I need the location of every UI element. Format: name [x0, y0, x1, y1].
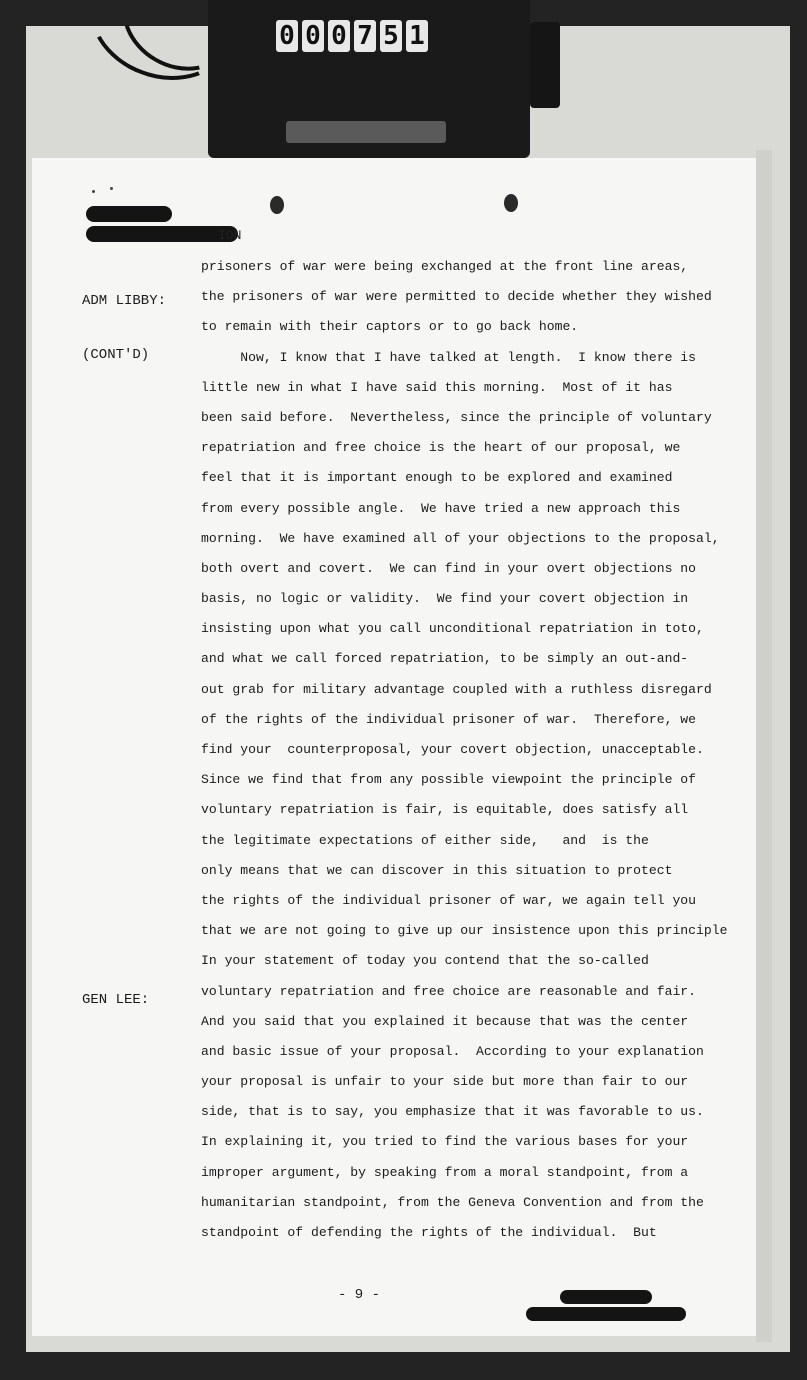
transcript-line: prisoners of war were being exchanged at the front line areas,	[201, 259, 689, 274]
speaker-name: ADM LIBBY:	[82, 293, 167, 309]
transcript-line: been said before. Nevertheless, since the principle of voluntary	[201, 409, 712, 425]
footer-redaction	[560, 1290, 652, 1304]
transcript-line: that we are not going to give up our insistence upon this principle	[201, 923, 728, 939]
transcript-line: In your statement of today you contend that the so-called	[201, 953, 649, 969]
transcript-line: basis, no logic or validity. We find your covert objection in	[201, 591, 689, 607]
transcript-line: And you said that you explained it because that was the center	[201, 1013, 689, 1029]
transcript-line: improper argument, by speaking from a moral standpoint, from a	[201, 1164, 689, 1180]
transcript-line: the prisoners of war were permitted to decide whether they wished	[201, 289, 712, 305]
transcript-line: out grab for military advantage coupled with a ruthless disregard	[201, 681, 712, 697]
transcript-line: insisting upon what you call unconditional repatriation in toto,	[201, 621, 704, 637]
counter-digit: 1	[406, 20, 428, 52]
punch-hole	[270, 196, 284, 214]
transcript-line: and basic issue of your proposal. According to your explanation	[201, 1043, 704, 1059]
speaker-label	[82, 955, 149, 1027]
page-number: - 9 -	[338, 1287, 381, 1303]
header-redaction	[86, 226, 238, 242]
punch-hole	[504, 194, 518, 212]
header-redaction	[86, 206, 172, 222]
speaker-label	[82, 256, 166, 382]
paper-speck	[110, 187, 113, 190]
transcript-line: side, that is to say, you emphasize that it was favorable to us.	[201, 1104, 704, 1120]
transcript-body	[201, 257, 728, 1253]
counter-digit: 0	[328, 20, 350, 52]
transcript-line: In explaining it, you tried to find the various bases for your	[201, 1134, 689, 1150]
transcript-line: voluntary repatriation and free choice are reasonable and fair.	[201, 983, 697, 999]
counter-digit: 0	[276, 20, 298, 52]
transcript-line: from every possible angle. We have tried a new approach this	[201, 500, 681, 516]
transcript-line: the legitimate expectations of either side, and is the	[201, 832, 649, 848]
paper-edge-shadow	[756, 150, 772, 1342]
counter-knob	[530, 22, 560, 108]
counter-digit: 5	[380, 20, 402, 52]
transcript-line: only means that we can discover in this situation to protect	[201, 862, 673, 878]
transcript-line: feel that it is important enough to be explored and examined	[201, 470, 673, 486]
transcript-line: standpoint of defending the rights of the individual. But	[201, 1225, 657, 1240]
transcript-line: humanitarian standpoint, from the Geneva Convention and from the	[201, 1194, 704, 1210]
counter-plate	[286, 121, 446, 143]
transcript-line: of the rights of the individual prisoner of war. Therefore, we	[201, 711, 697, 727]
transcript-line: Now, I know that I have talked at length. I know there is	[201, 349, 697, 365]
transcript-line: little new in what I have said this morning. Most of it has	[201, 379, 673, 395]
transcript-line: find your counterproposal, your covert objection, unacceptable.	[201, 742, 704, 757]
classification-header-tail: ION	[218, 228, 242, 243]
transcript-line: the rights of the individual prisoner of war, we again tell you	[201, 892, 697, 908]
transcript-line: both overt and covert. We can find in your overt objections no	[201, 560, 697, 576]
transcript-line: to remain with their captors or to go back home.	[201, 319, 579, 335]
transcript-line: your proposal is unfair to your side but more than fair to our	[201, 1074, 689, 1090]
counter-digit: 7	[354, 20, 376, 52]
transcript-line: morning. We have examined all of your objections to the proposal,	[201, 530, 720, 546]
footer-redaction	[526, 1307, 686, 1321]
transcript-line: Since we find that from any possible viewpoint the principle of	[201, 772, 697, 788]
transcript-line: voluntary repatriation is fair, is equitable, does satisfy all	[201, 802, 689, 818]
frame-counter	[276, 20, 428, 52]
speaker-note: (CONT'D)	[82, 347, 150, 363]
speaker-name: GEN LEE:	[82, 992, 150, 1008]
paper-speck	[92, 190, 95, 193]
transcript-line: and what we call forced repatriation, to be simply an out-and-	[201, 651, 689, 667]
counter-digit: 0	[302, 20, 324, 52]
transcript-line: repatriation and free choice is the heart of our proposal, we	[201, 440, 681, 456]
